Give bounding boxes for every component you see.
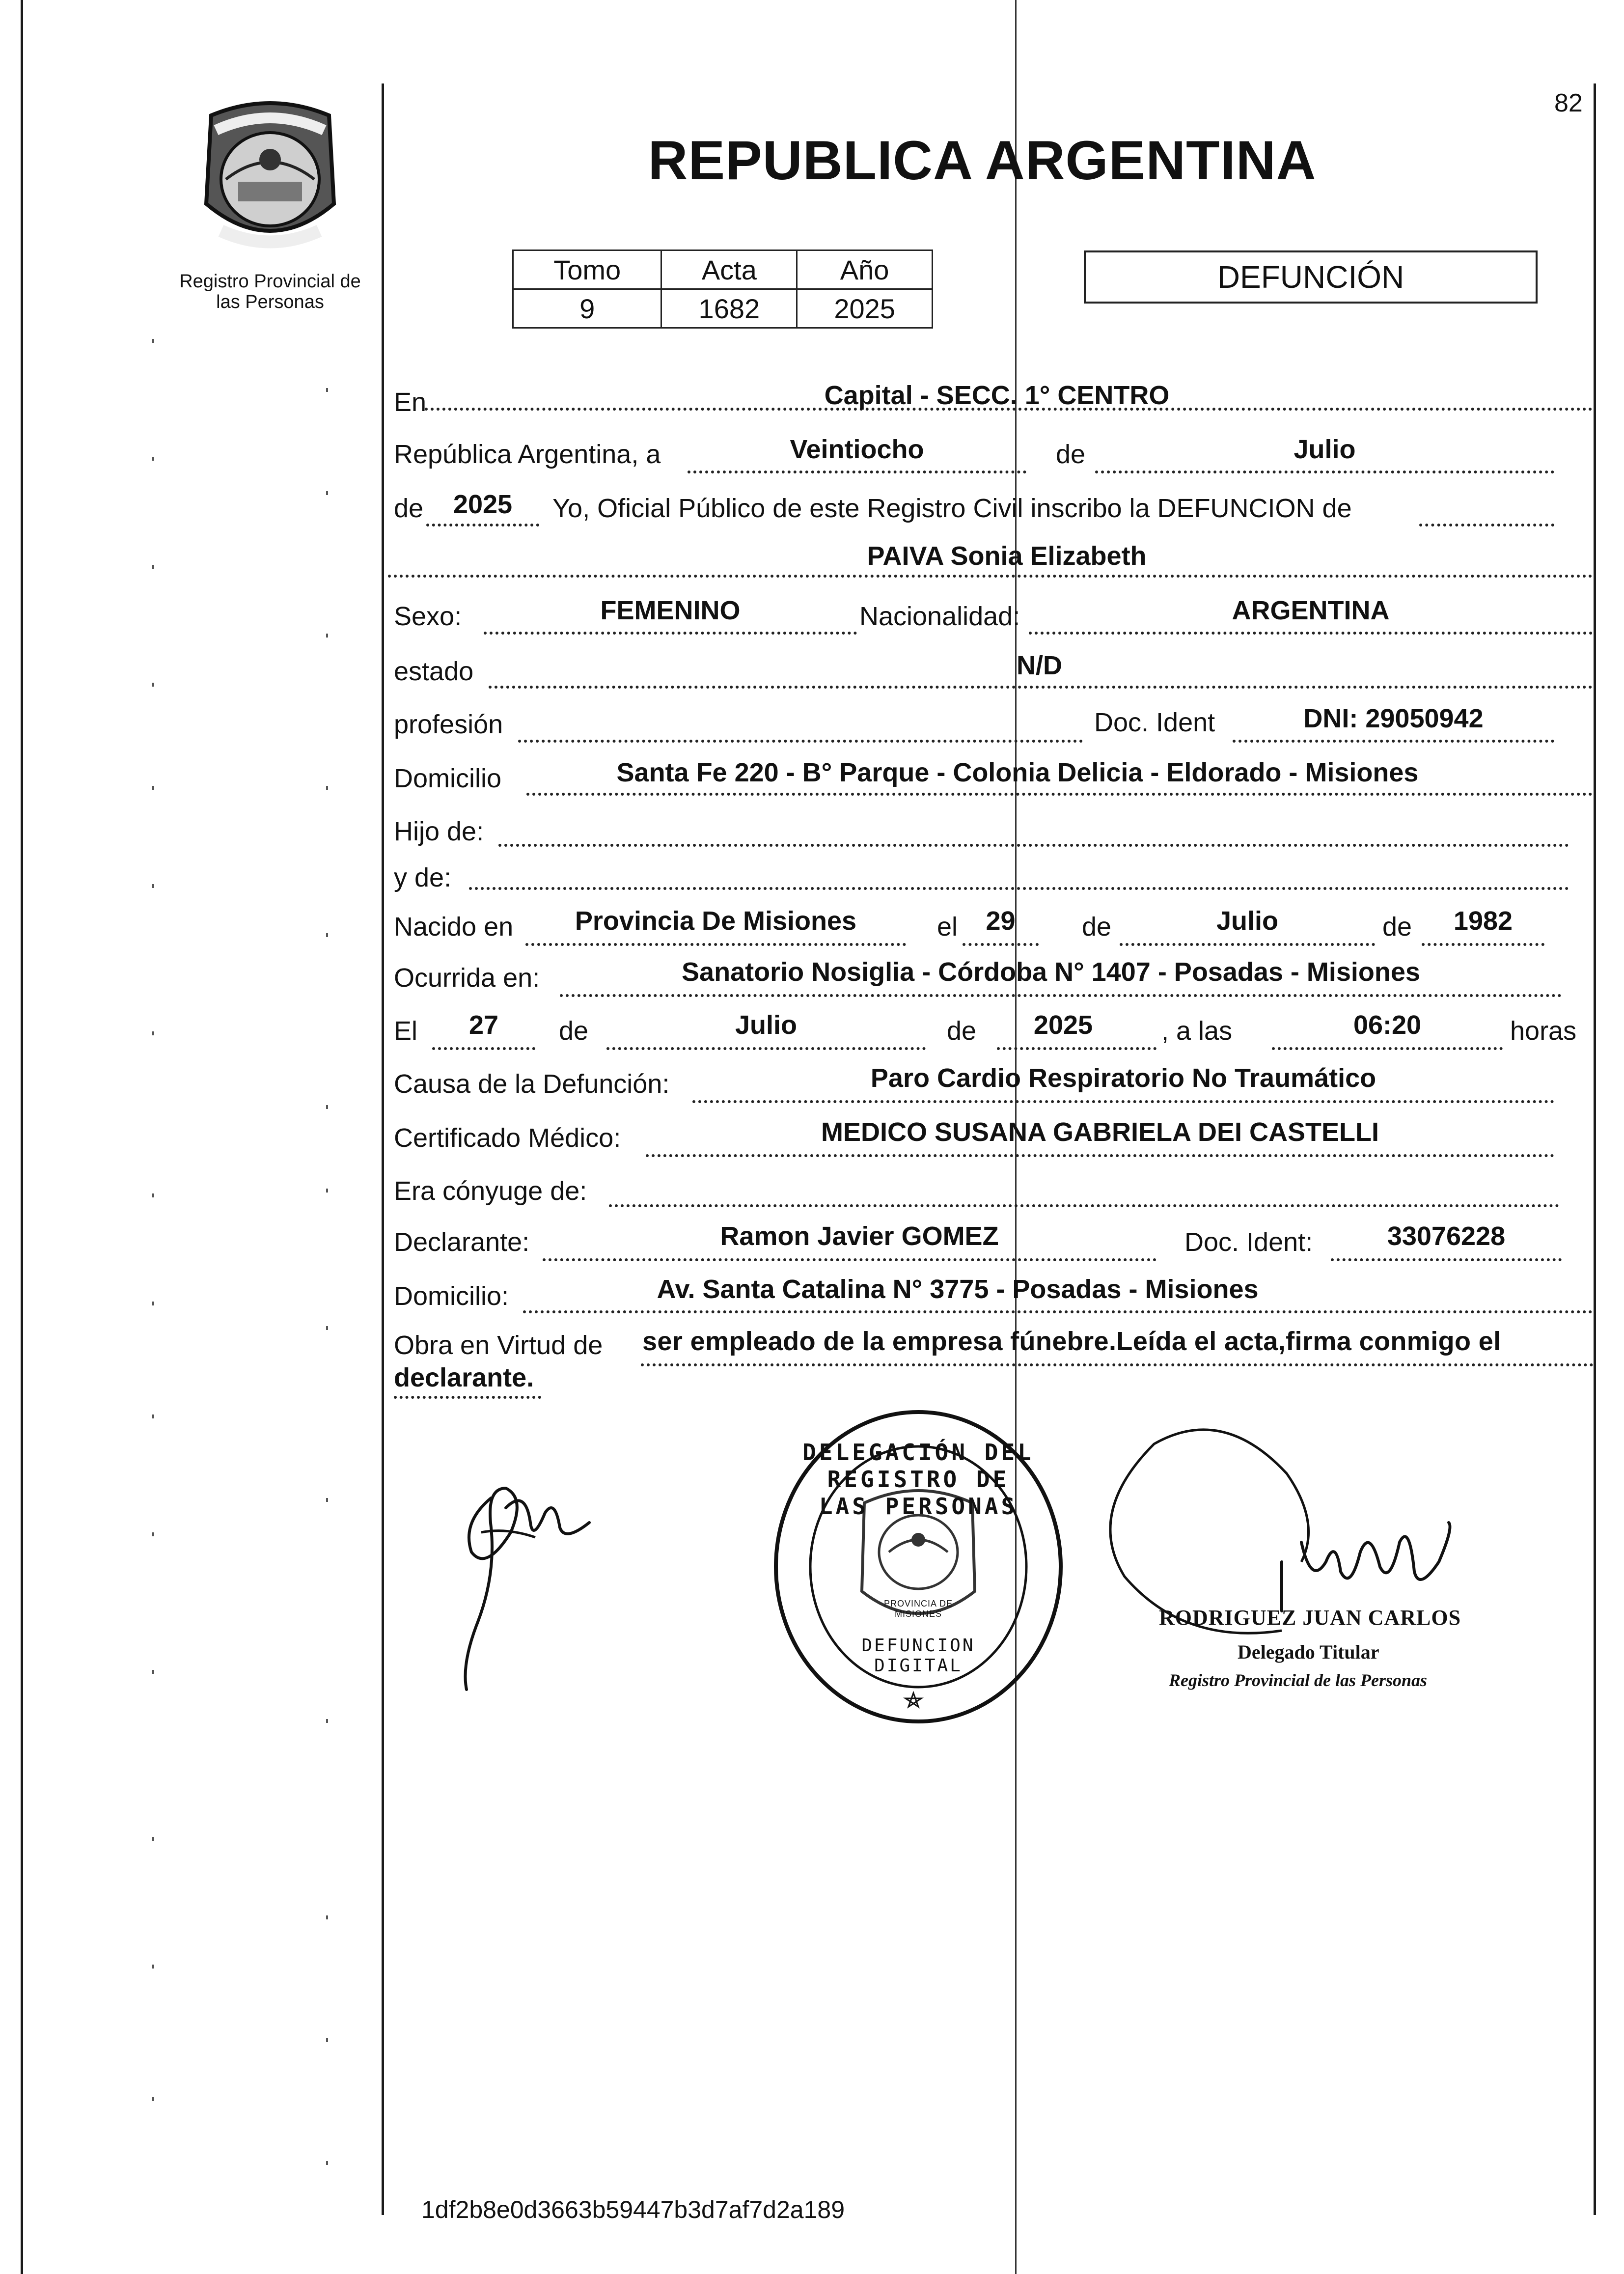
doc2-label: Doc. Ident:: [1184, 1227, 1313, 1257]
month-line: [1095, 471, 1554, 473]
nac-anio: 1982: [1453, 906, 1513, 936]
deceased-name: PAIVA Sonia Elizabeth: [867, 541, 1147, 571]
declarante-label: Declarante:: [394, 1227, 530, 1257]
nac-de2-label: de: [1382, 912, 1412, 942]
declarant-signature: [432, 1469, 599, 1699]
nacido-line: [525, 943, 906, 946]
document-hash: 1df2b8e0d3663b59447b3d7af7d2a189: [421, 2196, 845, 2223]
def-de1-label: de: [559, 1016, 589, 1046]
nac-mes-line: [1120, 943, 1375, 946]
obra-label: Obra en Virtud de: [394, 1331, 603, 1360]
form-right-border: [1594, 83, 1596, 2215]
sexo-line: [484, 632, 857, 635]
horas-label: horas: [1510, 1016, 1577, 1046]
ocurrida-value: Sanatorio Nosiglia - Córdoba N° 1407 - Posadas - Misiones: [682, 957, 1420, 987]
ocurrida-label: Ocurrida en:: [394, 963, 540, 993]
delegation-stamp: [766, 1405, 1071, 1729]
obra-line: [641, 1363, 1594, 1366]
record-type-box: [1084, 250, 1538, 304]
nacionalidad-line: [1029, 632, 1593, 635]
de-label: de: [1056, 440, 1086, 469]
declarante-value: Ramon Javier GOMEZ: [720, 1221, 999, 1251]
de2-label: de: [394, 494, 424, 523]
acta-header: Acta: [661, 250, 797, 289]
year-line: [426, 524, 539, 527]
en-value: Capital - SECC. 1° CENTRO: [824, 381, 1170, 410]
sexo-label: Sexo:: [394, 602, 462, 631]
profesion-label: profesión: [394, 710, 503, 739]
nacido-label: Nacido en: [394, 912, 514, 942]
obra-value-2: declarante.: [394, 1363, 534, 1392]
country-title: REPUBLICA ARGENTINA: [648, 130, 1317, 191]
issuer-line-2: las Personas: [216, 292, 324, 312]
en-label: En: [394, 388, 427, 417]
def-dia-line: [432, 1047, 535, 1050]
issuer-line-1: Registro Provincial de: [179, 271, 361, 292]
doc-label: Doc. Ident: [1094, 708, 1215, 737]
nacionalidad-value: ARGENTINA: [1232, 596, 1390, 625]
doc-line: [1233, 740, 1554, 743]
def-hora: 06:20: [1353, 1010, 1422, 1040]
def-de2-label: de: [947, 1016, 977, 1046]
stamp-inner-seal-text: PROVINCIA DE MISIONES: [883, 1599, 953, 1619]
hijo-label: Hijo de:: [394, 817, 484, 846]
causa-label: Causa de la Defunción:: [394, 1069, 670, 1099]
domicilio2-label: Domicilio:: [394, 1281, 509, 1311]
estado-value: N/D: [1017, 651, 1062, 680]
nac-anio-line: [1422, 943, 1544, 946]
nac-de1-label: de: [1082, 912, 1112, 942]
profesion-line: [518, 740, 1083, 743]
nacido-lugar: Provincia De Misiones: [575, 906, 857, 936]
acta-value: 1682: [661, 289, 797, 328]
estado-label: estado: [394, 657, 474, 686]
nac-dia: 29: [986, 906, 1016, 936]
year-value: 2025: [453, 490, 513, 519]
el2-label: El: [394, 1016, 418, 1046]
causa-line: [692, 1100, 1554, 1103]
yo-line: [1419, 524, 1554, 527]
day-line: [688, 471, 1026, 473]
official-office: Registro Provincial de las Personas: [1169, 1670, 1428, 1690]
cert-line: [646, 1154, 1554, 1157]
doc2-value: 33076228: [1387, 1221, 1506, 1251]
record-table-values: [513, 289, 933, 328]
day-words: Veintiocho: [790, 435, 924, 464]
conyuge-line: [609, 1204, 1559, 1207]
doc-value: DNI: 29050942: [1303, 704, 1484, 733]
domicilio-label: Domicilio: [394, 764, 502, 793]
y-de-label: y de:: [394, 863, 452, 892]
doc2-line: [1331, 1258, 1562, 1261]
sexo-value: FEMENINO: [600, 596, 741, 625]
nac-mes: Julio: [1216, 906, 1278, 936]
obra-line-2: [394, 1396, 541, 1399]
record-type: DEFUNCIÓN: [1217, 259, 1404, 295]
def-mes: Julio: [735, 1010, 797, 1040]
domicilio2-line: [523, 1310, 1593, 1313]
yo-text: Yo, Oficial Público de este Registro Civil inscribo la DEFUNCION de: [552, 494, 1352, 523]
rep-label: República Argentina, a: [394, 440, 661, 469]
conyuge-label: Era cónyuge de:: [394, 1176, 587, 1206]
tomo-header: Tomo: [513, 250, 661, 289]
cert-label: Certificado Médico:: [394, 1123, 621, 1153]
def-dia: 27: [468, 1010, 499, 1040]
estado-line: [489, 686, 1593, 689]
def-anio: 2025: [1033, 1010, 1093, 1040]
anio-header: Año: [797, 250, 933, 289]
obra-value: ser empleado de la empresa fúnebre.Leída el acta,firma conmigo el: [642, 1327, 1501, 1356]
tomo-value: 9: [513, 289, 661, 328]
anio-value: 2025: [797, 289, 933, 328]
alas-label: , a las: [1161, 1016, 1233, 1046]
y-de-line: [469, 887, 1569, 890]
stamp-inner-text: DEFUNCION DIGITAL: [861, 1636, 975, 1676]
record-table-header: [513, 250, 933, 289]
name-line: [388, 575, 1593, 578]
official-title: Delegado Titular: [1238, 1641, 1379, 1663]
domicilio-value: Santa Fe 220 - B° Parque - Colonia Delicia - Eldorado - Misiones: [616, 758, 1419, 787]
official-name: RODRIGUEZ JUAN CARLOS: [1159, 1606, 1461, 1630]
month-value: Julio: [1294, 435, 1356, 464]
stamp-outer-text: DELEGACIÓN DEL REGISTRO DE LAS PERSONAS: [802, 1439, 1034, 1520]
def-mes-line: [606, 1047, 926, 1050]
issuer-name: [157, 271, 383, 312]
hijo-line: [498, 844, 1569, 847]
domicilio2-value: Av. Santa Catalina N° 3775 - Posadas - Misiones: [657, 1275, 1259, 1304]
declarante-line: [543, 1258, 1156, 1261]
page-number: 82: [1554, 89, 1583, 117]
form-left-border: [382, 83, 384, 2215]
ocurrida-line: [560, 994, 1562, 997]
cert-value: MEDICO SUSANA GABRIELA DEI CASTELLI: [821, 1117, 1379, 1147]
causa-value: Paro Cardio Respiratorio No Traumático: [870, 1063, 1376, 1093]
def-anio-line: [997, 1047, 1156, 1050]
nac-dia-line: [963, 943, 1039, 946]
def-hora-line: [1272, 1047, 1503, 1050]
left-margin-line: [21, 0, 23, 2274]
el-label: el: [937, 912, 958, 942]
record-table: [512, 250, 933, 329]
nacionalidad-label: Nacionalidad:: [859, 602, 1020, 631]
provincial-seal: [192, 96, 349, 258]
domicilio-line: [526, 793, 1593, 796]
